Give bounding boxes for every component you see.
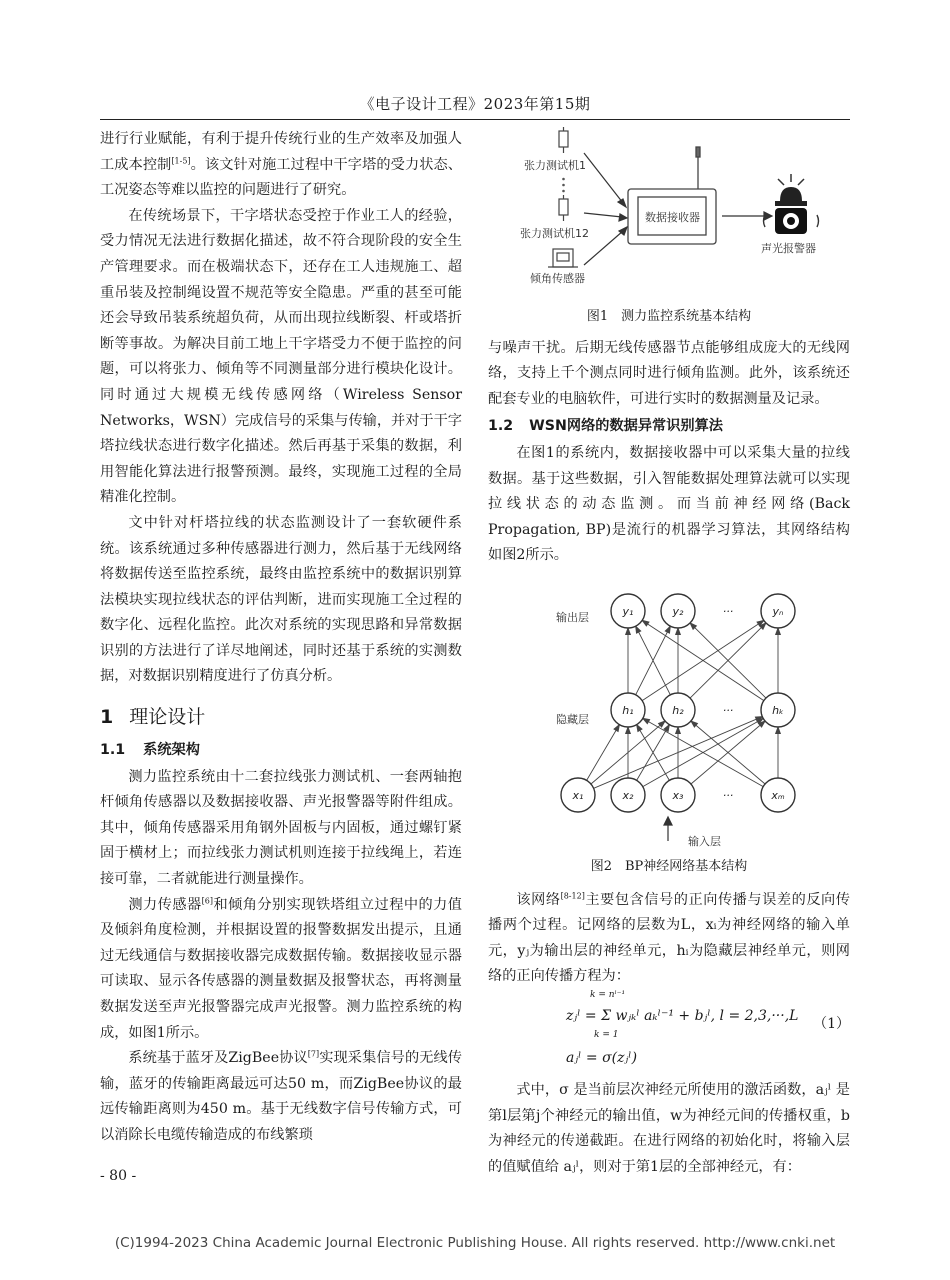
figure-2 xyxy=(488,573,850,851)
paragraph: 该网络[8-12]主要包含信号的正向传播与误差的反向传播两个过程。记网络的层数为L，xᵢ为神经网络的输入单元，yⱼ为输出层的神经单元，hᵢ为隐藏层神经单元，则网络的正向传播方程为： xyxy=(488,890,850,985)
tilt-sensor-icon xyxy=(548,249,578,267)
input-node-label: x₁ xyxy=(572,788,584,802)
paragraph: 在传统场景下，干字塔状态受控于作业工人的经验，受力情况无法进行数据化描述，故不符合现阶段的安全生产管理要求。而在极端状态下，还存在工人违规施工、超重吊装及控制绳设置不规范等安全隐患。严重的甚至可能还会导致吊装系统超负荷，从而出现拉线断裂、杆或塔折断等事故。为解决目前工地上干字塔受力不便于监控的问题，可以将张力、倾角等不同测量部分进行模块化设计。同时通过大规模无线传感网络（Wireless Sensor Networks，WSN）完成信号的采集与传输，并对于干字塔拉线状态进行数字化描述。然后再基于采集的数据，利用智能化算法进行报警预测。最终，实现施工过程的全局精准化控制。 xyxy=(100,207,462,506)
equation-line-2: aⱼˡ = σ(zⱼˡ) xyxy=(566,1049,638,1066)
figure-1-caption: 图1 测力监控系统基本结构 xyxy=(586,309,752,324)
network-connection xyxy=(637,630,670,695)
connection-arrowhead xyxy=(636,626,641,633)
hidden-node-label: h₁ xyxy=(622,703,634,717)
connection-arrowhead xyxy=(626,727,631,734)
paragraph: 系统基于蓝牙及ZigBee协议[7]实现采集信号的无线传输，蓝牙的传输距离最远可达50 m，而ZigBee协议的最远传输距离则为450 m。基于无线数字信号传输方式，可以消除长电缆传输造成的布线繁琐 xyxy=(100,1049,462,1143)
input-node-label: xₘ xyxy=(771,788,785,802)
network-connection xyxy=(646,623,764,701)
input-node-label: x₂ xyxy=(622,788,634,802)
input-arrow xyxy=(664,817,672,841)
hidden-node-label: h₂ xyxy=(672,703,684,717)
tension-tester-12-label: 张力测试机12 xyxy=(520,227,589,240)
connection-arrowhead xyxy=(665,626,670,633)
connection-arrowhead xyxy=(626,628,631,635)
section-heading-1: 1 理论设计 xyxy=(100,706,206,729)
paragraph: 与噪声干扰。后期无线传感器节点能够组成庞大的无线网络，支持上千个测点同时进行倾角监测。此外，该系统还配套专业的电脑软件，可进行实时的数据测量及记录。 xyxy=(488,339,850,407)
connection-arrowhead xyxy=(776,628,781,635)
hidden-node-label: ··· xyxy=(722,703,734,717)
input-node-label: ··· xyxy=(722,788,734,802)
tilt-sensor-label: 倾角传感器 xyxy=(530,272,585,285)
network-connection xyxy=(637,728,668,780)
connection-arrowhead xyxy=(642,620,649,626)
alarm-label: 声光报警器 xyxy=(761,242,816,255)
connection-arrowhead xyxy=(676,727,681,734)
hidden-layer-label: 隐藏层 xyxy=(556,712,589,726)
equation-line-1: zⱼˡ = Σ wⱼₖˡ aₖˡ⁻¹ + bⱼˡ, l = 2,3,···,L xyxy=(566,1007,799,1024)
output-node-label: y₂ xyxy=(672,604,684,618)
right-column xyxy=(488,127,850,1180)
input-layer-label: 输入层 xyxy=(688,834,721,848)
output-layer-label: 输出层 xyxy=(556,610,589,624)
connection-arrowhead xyxy=(614,725,619,732)
paragraph: 测力传感器[6]和倾角分别实现铁塔组立过程中的力值及倾斜角度检测，并根据设置的报警数据发出提示，且通过无线通信与数据接收器完成数据传输。数据接收显示器可读取、显示各传感器的测量数据及报警状态，再将测量数据发送至声光报警器完成声光报警。测力监控系统的构成，如图1所示。 xyxy=(100,895,462,1041)
connection-arrowhead xyxy=(676,628,681,635)
network-connection xyxy=(587,728,618,780)
figure-1 xyxy=(488,127,850,302)
output-node-label: ··· xyxy=(722,604,734,618)
network-connection xyxy=(693,626,766,698)
data-receiver-icon xyxy=(628,147,716,244)
section-heading-1-1: 1.1 系统架构 xyxy=(100,742,200,759)
paragraph: 文中针对杆塔拉线的状态监测设计了一套软硬件系统。该系统通过多种传感器进行测力，然后基于无线网络将数据传送至监控系统，最终由监控系统中的数据识别算法模块实现拉线状态的评估判断，进而实现施工全过程的数字化、远程化监控。此次对系统的实现思路和异常数据识别的方法进行了详尽地阐述，同时还基于系统的实测数据，对数据识别精度进行了仿真分析。 xyxy=(100,514,462,685)
signal-arrows xyxy=(584,153,627,265)
output-node-label: yₙ xyxy=(772,604,784,618)
paragraph: 式中，σ 是当前层次神经元所使用的激活函数，aⱼˡ 是第l层第j个神经元的输出值，w为神经元间的传播权重，b为神经元的传递截距。在进行网络的初始化时，将输入层的值赋值给 aⱼˡ，则对于第1层的全部神经元，有： xyxy=(488,1081,850,1175)
output-node-label: y₁ xyxy=(622,604,634,618)
connection-arrowhead xyxy=(643,718,650,723)
monitoring-system-diagram xyxy=(488,127,850,302)
alarm-icon xyxy=(764,174,819,234)
figure-2-caption: 图2 BP神经网络基本结构 xyxy=(590,858,748,874)
ellipsis-dots xyxy=(562,178,565,193)
left-column xyxy=(100,127,462,1149)
network-connection xyxy=(636,630,669,695)
tension-tester-icon xyxy=(559,195,568,221)
connection-arrowhead xyxy=(776,727,781,734)
equation-sum-bottom: k = 1 xyxy=(594,1029,619,1040)
paragraph: 在图1的系统内，数据接收器中可以采集大量的拉线数据。基于这些数据，引入智能数据处理算法就可以实现拉线状态的动态监测。而当前神经网络(Back Propagation, BP)是流行的机器学习算法，其网络结构如图2所示。 xyxy=(488,444,850,564)
network-connection xyxy=(646,720,763,786)
paragraph: 进行行业赋能，有利于提升传统行业的生产效率及加强人工成本控制[1-5]。该文针对施工过程中干字塔的受力状态、工况姿态等难以监控的问题进行了研究。 xyxy=(100,131,462,199)
data-receiver-label: 数据接收器 xyxy=(645,211,700,224)
tension-tester-icon xyxy=(559,127,568,153)
bp-network-diagram xyxy=(488,573,850,851)
section-heading-1-2: 1.2 WSN网络的数据异常识别算法 xyxy=(488,418,723,435)
equation-number: （1） xyxy=(813,1015,850,1032)
page-number: - 80 - xyxy=(100,1168,137,1184)
input-node-label: x₃ xyxy=(672,788,684,802)
hidden-node-label: hₖ xyxy=(772,703,784,717)
network-connection xyxy=(639,728,670,780)
equation-sum-top: k = nˡ⁻¹ xyxy=(590,989,626,1000)
paragraph: 测力监控系统由十二套拉线张力测试机、一套两轴抱杆倾角传感器以及数据接收器、声光报警器等附件组成。其中，倾角传感器采用角钢外固板与内固板，通过螺钉紧固于横材上；而拉线张力测试机则连接于拉线绳上，若连接可靠，二者就能进行测量操作。 xyxy=(100,768,462,888)
copyright-footer: (C)1994-2023 China Academic Journal Electronic Publishing House. All rights reserved. http://www.cnki.net xyxy=(114,1235,836,1251)
connection-arrowhead xyxy=(637,725,642,732)
equation-1 xyxy=(488,990,850,1078)
tension-tester-1-label: 张力测试机1 xyxy=(524,159,586,172)
journal-header: 《电子设计工程》2023年第15期 xyxy=(359,95,591,113)
header-rule xyxy=(100,119,850,120)
